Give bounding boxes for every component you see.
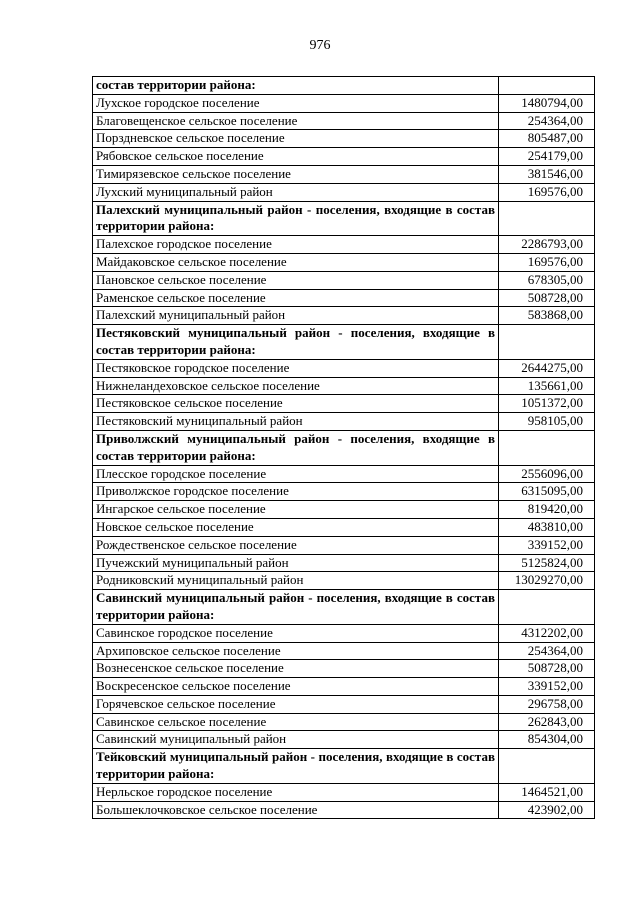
settlement-name-cell: Нерльское городское поселение <box>93 783 499 801</box>
settlement-name-cell: Рождественское сельское поселение <box>93 536 499 554</box>
table-row <box>93 465 595 483</box>
settlement-name-cell: Лухское городское поселение <box>93 94 499 112</box>
amount-cell: 339152,00 <box>499 536 595 554</box>
table-row <box>93 413 595 431</box>
amount-cell: 254364,00 <box>499 112 595 130</box>
table-row <box>93 289 595 307</box>
amount-cell: 254179,00 <box>499 148 595 166</box>
amount-cell <box>499 201 595 236</box>
amount-cell: 254364,00 <box>499 642 595 660</box>
amount-cell: 135661,00 <box>499 377 595 395</box>
amount-cell: 339152,00 <box>499 678 595 696</box>
table-row <box>93 94 595 112</box>
table-row <box>93 572 595 590</box>
settlement-name-cell: Лухский муниципальный район <box>93 183 499 201</box>
district-header-cell: Палехский муниципальный район - поселения, входящие в состав территории района: <box>93 201 499 236</box>
table-row <box>93 307 595 325</box>
amount-cell <box>499 430 595 465</box>
amount-cell: 508728,00 <box>499 660 595 678</box>
table-row <box>93 165 595 183</box>
amount-cell: 508728,00 <box>499 289 595 307</box>
settlement-name-cell: Савинское городское поселение <box>93 624 499 642</box>
table-row <box>93 253 595 271</box>
amount-cell <box>499 325 595 360</box>
district-header-cell: Савинский муниципальный район - поселения, входящие в состав территории района: <box>93 590 499 625</box>
table-row <box>93 660 595 678</box>
settlement-name-cell: Пучежский муниципальный район <box>93 554 499 572</box>
amount-cell: 169576,00 <box>499 183 595 201</box>
district-header-row <box>93 749 595 784</box>
amount-cell: 805487,00 <box>499 130 595 148</box>
settlement-name-cell: Благовещенское сельское поселение <box>93 112 499 130</box>
amount-cell: 2644275,00 <box>499 359 595 377</box>
settlement-name-cell: Савинское сельское поселение <box>93 713 499 731</box>
settlement-name-cell: Палехское городское поселение <box>93 236 499 254</box>
table-row <box>93 695 595 713</box>
page-number: 976 <box>309 38 331 53</box>
district-header-cell: Пестяковский муниципальный район - поселения, входящие в состав территории района: <box>93 325 499 360</box>
amount-cell: 1464521,00 <box>499 783 595 801</box>
allocation-table-body <box>93 77 595 819</box>
table-row <box>93 271 595 289</box>
table-row <box>93 483 595 501</box>
table-row <box>93 518 595 536</box>
district-header-cell: Приволжский муниципальный район - поселения, входящие в состав территории района: <box>93 430 499 465</box>
district-header-row <box>93 201 595 236</box>
amount-cell <box>499 590 595 625</box>
table-row <box>93 377 595 395</box>
allocation-table <box>92 76 595 819</box>
table-row <box>93 130 595 148</box>
settlement-name-cell: Порздневское сельское поселение <box>93 130 499 148</box>
amount-cell: 6315095,00 <box>499 483 595 501</box>
amount-cell: 1480794,00 <box>499 94 595 112</box>
amount-cell: 958105,00 <box>499 413 595 431</box>
settlement-name-cell: Вознесенское сельское поселение <box>93 660 499 678</box>
district-header-row <box>93 590 595 625</box>
table-row <box>93 731 595 749</box>
amount-cell: 262843,00 <box>499 713 595 731</box>
settlement-name-cell: Палехский муниципальный район <box>93 307 499 325</box>
amount-cell <box>499 749 595 784</box>
settlement-name-cell: Майдаковское сельское поселение <box>93 253 499 271</box>
table-row <box>93 678 595 696</box>
settlement-name-cell: Воскресенское сельское поселение <box>93 678 499 696</box>
settlement-name-cell: Приволжское городское поселение <box>93 483 499 501</box>
table-row <box>93 236 595 254</box>
amount-cell: 4312202,00 <box>499 624 595 642</box>
table-row <box>93 554 595 572</box>
amount-cell: 2556096,00 <box>499 465 595 483</box>
amount-cell: 483810,00 <box>499 518 595 536</box>
district-header-row <box>93 430 595 465</box>
district-header-row <box>93 325 595 360</box>
settlement-name-cell: Савинский муниципальный район <box>93 731 499 749</box>
amount-cell: 5125824,00 <box>499 554 595 572</box>
settlement-name-cell: Нижнеландеховское сельское поселение <box>93 377 499 395</box>
settlement-name-cell: Пестяковское сельское поселение <box>93 395 499 413</box>
settlement-name-cell: Рябовское сельское поселение <box>93 148 499 166</box>
settlement-name-cell: Родниковский муниципальный район <box>93 572 499 590</box>
table-row <box>93 395 595 413</box>
settlement-name-cell: Горячевское сельское поселение <box>93 695 499 713</box>
amount-cell: 381546,00 <box>499 165 595 183</box>
amount-cell: 819420,00 <box>499 501 595 519</box>
table-row <box>93 183 595 201</box>
amount-cell: 1051372,00 <box>499 395 595 413</box>
settlement-name-cell: Плесское городское поселение <box>93 465 499 483</box>
settlement-name-cell: Пестяковский муниципальный район <box>93 413 499 431</box>
table-row <box>93 536 595 554</box>
settlement-name-cell: Пестяковское городское поселение <box>93 359 499 377</box>
settlement-name-cell: Ингарское сельское поселение <box>93 501 499 519</box>
table-row <box>93 148 595 166</box>
settlement-name-cell: Большеклочковское сельское поселение <box>93 801 499 819</box>
amount-cell <box>499 77 595 95</box>
table-row <box>93 112 595 130</box>
amount-cell: 583868,00 <box>499 307 595 325</box>
district-header-cell: Тейковский муниципальный район - поселения, входящие в состав территории района: <box>93 749 499 784</box>
settlement-name-cell: Новское сельское поселение <box>93 518 499 536</box>
district-header-row <box>93 77 595 95</box>
amount-cell: 2286793,00 <box>499 236 595 254</box>
amount-cell: 13029270,00 <box>499 572 595 590</box>
amount-cell: 678305,00 <box>499 271 595 289</box>
table-row <box>93 801 595 819</box>
table-row <box>93 642 595 660</box>
settlement-name-cell: Пановское сельское поселение <box>93 271 499 289</box>
table-row <box>93 783 595 801</box>
amount-cell: 854304,00 <box>499 731 595 749</box>
table-row <box>93 359 595 377</box>
amount-cell: 423902,00 <box>499 801 595 819</box>
settlement-name-cell: Тимирязевское сельское поселение <box>93 165 499 183</box>
table-row <box>93 624 595 642</box>
amount-cell: 169576,00 <box>499 253 595 271</box>
amount-cell: 296758,00 <box>499 695 595 713</box>
settlement-name-cell: Раменское сельское поселение <box>93 289 499 307</box>
table-row <box>93 501 595 519</box>
district-header-cell: состав территории района: <box>93 77 499 95</box>
table-row <box>93 713 595 731</box>
settlement-name-cell: Архиповское сельское поселение <box>93 642 499 660</box>
